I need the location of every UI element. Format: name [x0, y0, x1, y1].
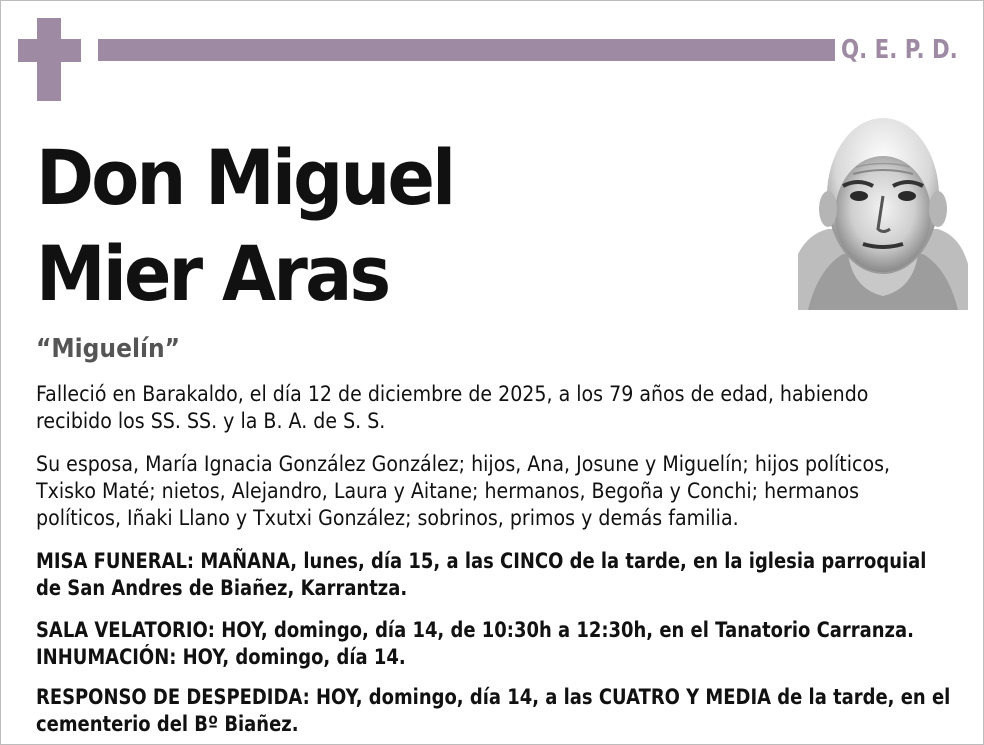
family-paragraph: Su esposa, María Ignacia González González; hijos, Ana, Josune y Miguelín; hijos políticos, Txisko Maté; nietos, Alejandro, Laura y Aitane; hermanos, Begoña y Conchi; hermanos políticos, Iñaki Llano y Txutxi González; sobrinos, primos y demás familia.	[36, 452, 891, 530]
farewell-paragraph: RESPONSO DE DESPEDIDA: HOY, domingo, día 14, a las CUATRO Y MEDIA de la tarde, en el cementerio del Bº Biañez.	[36, 685, 951, 736]
deceased-name	[36, 130, 453, 322]
wake-paragraph: SALA VELATORIO: HOY, domingo, día 14, de 10:30h a 12:30h, en el Tanatorio Carranza. INHUMACIÓN: HOY, domingo, día 14.	[36, 618, 914, 669]
deceased-name-line1: Don Miguel	[36, 133, 454, 222]
deceased-nickname: “Miguelín”	[36, 334, 181, 364]
deceased-name-line2: Mier Aras	[36, 229, 389, 318]
funeral-mass-paragraph: MISA FUNERAL: MAÑANA, lunes, día 15, a las CINCO de la tarde, en la iglesia parroquial de San Andres de Biañez, Karrantza.	[36, 549, 927, 600]
death-paragraph: Falleció en Barakaldo, el día 12 de diciembre de 2025, a los 79 años de edad, habiendo recibido los SS. SS. y la B. A. de S. S.	[36, 382, 869, 433]
cross-horizontal-bar	[18, 39, 81, 62]
qepd-label: Q. E. P. D.	[841, 35, 958, 65]
portrait-photo	[798, 104, 968, 310]
header-divider-bar	[98, 39, 835, 61]
